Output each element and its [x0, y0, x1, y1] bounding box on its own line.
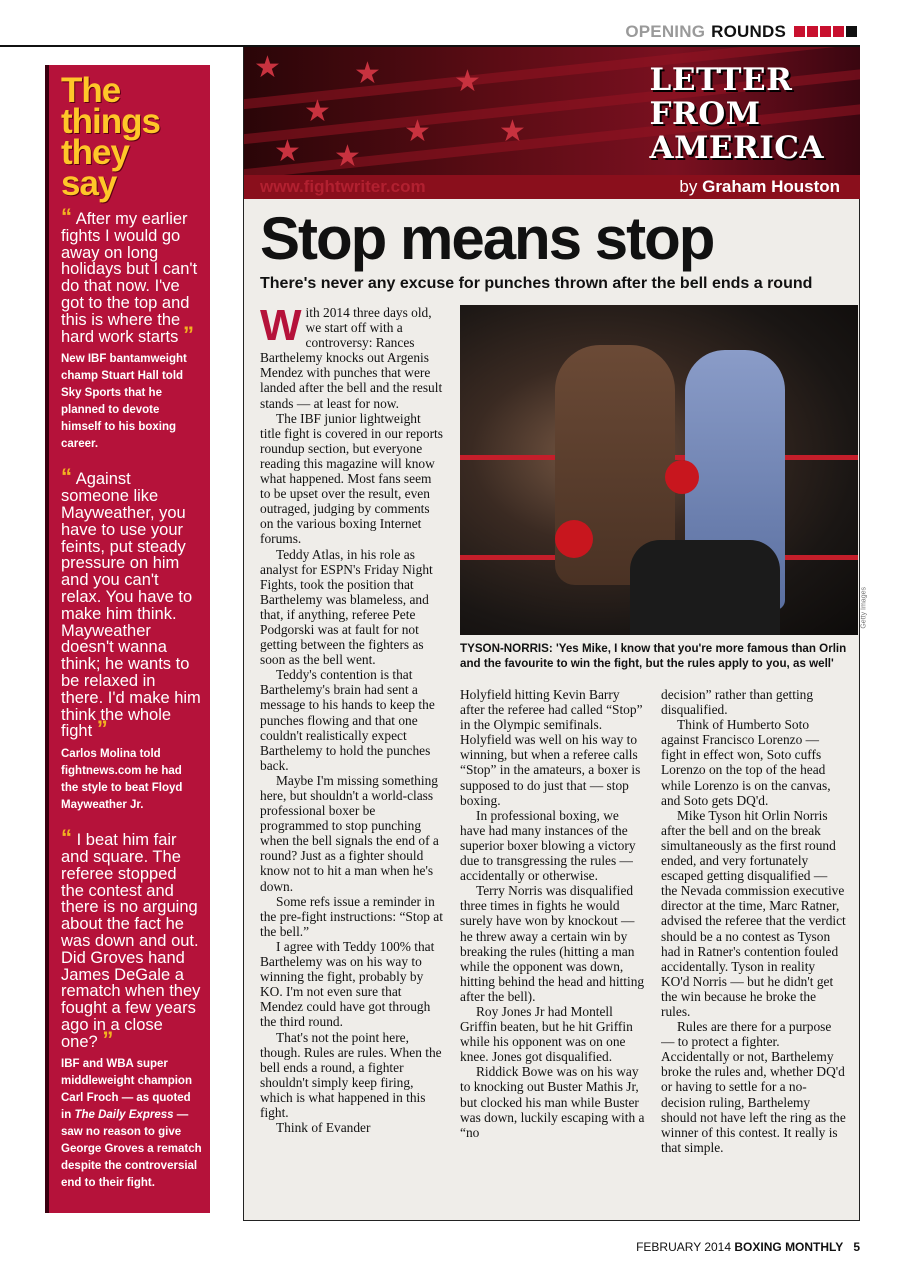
quotes-sidebar	[45, 65, 210, 1213]
section-square-icon	[820, 26, 831, 37]
section-square-icon	[846, 26, 857, 37]
running-head	[625, 22, 857, 42]
headline: Stop means stop	[260, 205, 714, 272]
star-icon: ★	[354, 57, 381, 90]
section-word-rounds: ROUNDS	[711, 22, 786, 41]
folio	[636, 1240, 860, 1254]
star-icon: ★	[404, 115, 431, 148]
star-icon: ★	[304, 95, 331, 128]
website-link[interactable]: www.fightwriter.com	[260, 177, 426, 196]
section-square-icon	[807, 26, 818, 37]
paragraph: Teddy Atlas, in his role as analyst for ESPN's Friday Night Fights, took the position that Barthelemy was blameless, and that, if anything, referee Pete Podgorski was at fault for not getting between the fighters as soon as the bell went.	[260, 546, 433, 668]
quote-1: “ After my earlier fights I would go away on long holidays but I can't do that now. I've got to the top and this is where the hard work starts ”	[61, 204, 198, 347]
boxing-glove-icon	[665, 460, 699, 494]
drop-cap: W	[260, 305, 302, 350]
close-quote-icon: ”	[102, 1026, 114, 1052]
magazine-name: BOXING MONTHLY	[734, 1240, 844, 1254]
open-quote-icon: “	[61, 204, 72, 229]
open-quote-icon: “	[61, 464, 72, 490]
star-icon: ★	[454, 65, 481, 98]
close-quote-icon: ”	[182, 321, 194, 347]
quote-2-attribution: Carlos Molina told fightnews.com he had the style to beat Floyd Mayweather Jr.	[61, 748, 183, 812]
open-quote-icon: “	[61, 825, 72, 851]
star-icon: ★	[499, 115, 526, 148]
paragraph: Riddick Bowe was on his way to knocking out Buster Mathis Jr, but clocked his man while Buster was down, luckily escaping with a “no	[460, 1064, 645, 1140]
paragraph: decision” rather than getting disqualified.	[661, 687, 814, 718]
section-square-icon	[833, 26, 844, 37]
star-icon: ★	[334, 140, 361, 173]
article	[243, 47, 868, 1221]
paragraph: In professional boxing, we have had many instances of the superior boxer blowing a victory due to transgressing the rules — accidentally or otherwise.	[460, 807, 636, 884]
quote-2: “ Against someone like Mayweather, you have to use your feints, put steady pressure on him and you can't relax. You have to make him think. Mayweather doesn't wanna think; he wants to be relaxed in there. I'd make him think the whole fight ”	[61, 464, 201, 742]
close-quote-icon: ”	[96, 716, 108, 742]
paragraph: Mike Tyson hit Orlin Norris after the bell and on the break simultaneously as the first round ended, and very fortunately escaped getting disqualified — the Nevada commission executive director at the time, Marc Ratner, advised the referee that the verdict should be a no contest as Tyson had in Ratner's contention fouled accidentally. Tyson in reality KO'd Norris — but he didn't get the win because he broke the rules.	[661, 807, 846, 1019]
article-column-3	[661, 687, 846, 1217]
paragraph: With 2014 three days old, we start off with a controversy: Rances Barthelemy knocks out Argenis Mendez with punches that were landed after the bell and the result stands — at least for now.	[260, 305, 443, 411]
star-icon: ★	[274, 135, 301, 168]
paragraph: Rules are there for a purpose — to protect a fighter. Accidentally or not, Barthelemy broke the rules and, whether DQ'd or having to settle for a no-decision ruling, Barthelemy should not have left the ring as the winner of this contest. It really is that simple.	[661, 1019, 846, 1155]
paragraph: That's not the point here, though. Rules are rules. When the bell ends a round, a fighter shouldn't simply keep firing, which is what happened in this fight.	[260, 1029, 442, 1120]
section-squares	[792, 22, 857, 42]
paragraph: Holyfield hitting Kevin Barry after the referee had called “Stop” in the Olympic semifinals. Holyfield was well on his way to winning, but when a referee calls “Stop” in the amateurs, a boxer is supposed to do just that — stop boxing.	[460, 687, 643, 808]
issue-date: FEBRUARY 2014	[636, 1240, 732, 1254]
standfirst: There's never any excuse for punches thrown after the bell ends a round	[260, 275, 813, 292]
paragraph: Maybe I'm missing something here, but shouldn't a world-class professional boxer be programmed to stop punching when the bell signals the end of a round? Just as a fighter should know not to hit a man when he's down.	[260, 772, 439, 894]
paragraph: Some refs issue a reminder in the pre-fight instructions: “Stop at the bell.”	[260, 893, 443, 939]
paragraph: Think of Humberto Soto against Francisco Lorenzo — fight in effect won, Soto cuffs Lorenzo on the top of the head while Lorenzo is on the canvas, and Soto gets DQ'd.	[661, 717, 831, 808]
cornerman-figure	[630, 540, 780, 635]
letter-from-america-title: LETTER FROM AMERICA	[649, 62, 824, 166]
section-word-opening: OPENING	[625, 22, 706, 41]
tyson-norris-photo	[460, 305, 858, 635]
section-square-icon	[794, 26, 805, 37]
star-icon: ★	[254, 51, 281, 84]
photo-credit: Getty Images	[861, 587, 868, 629]
byline: by Graham Houston	[679, 177, 840, 196]
quote-3-attribution: IBF and WBA super middleweight champion Carl Froch — as quoted in The Daily Express — saw no reason to give George Groves a rematch despite the controversial end to their fight.	[61, 1058, 202, 1190]
quote-3: “ I beat him fair and square. The referee stopped the contest and there is no arguing about the fact he was down and out. Did Groves hand James DeGale a rematch when they fought a few years ago in a close one? ”	[61, 825, 201, 1052]
byline-bar	[244, 175, 860, 199]
article-column-1	[260, 305, 444, 1215]
banner	[244, 47, 860, 199]
photo-caption: TYSON-NORRIS: 'Yes Mike, I know that you're more famous than Orlin and the favourite to win the fight, but the rules apply to you, as well'	[460, 642, 847, 670]
paragraph: The IBF junior lightweight title fight is covered in our reports roundup section, but everyone reading this magazine will know what happened. Most fans seem to be upset over the result, even outraged, judging by comments on the various boxing Internet forums.	[260, 410, 443, 547]
author-name: Graham Houston	[702, 177, 840, 196]
paragraph: Teddy's contention is that Barthelemy's brain had sent a message to his hands to keep the punches flowing and that one couldn't realistically expect Barthelemy to hold the punches back.	[260, 667, 435, 773]
sidebar-title: The things they say	[61, 71, 160, 203]
paragraph: I agree with Teddy 100% that Barthelemy was on his way to winning the fight, probably by KO. I'm not even sure that Mendez could have got through the third round.	[260, 938, 435, 1030]
quote-1-attribution: New IBF bantamweight champ Stuart Hall told Sky Sports that he planned to devote himself to his boxing career.	[61, 353, 187, 451]
page-number: 5	[853, 1240, 860, 1254]
article-column-2	[460, 687, 645, 1217]
paragraph: Terry Norris was disqualified three times in fights he would surely have won by knockout — he threw away a certain win by breaking the rules (hitting a man while the opponent was down, hitting behind the head and hitting after the bell).	[460, 883, 645, 1004]
boxing-glove-icon	[555, 520, 593, 558]
paragraph: Think of Evander	[276, 1120, 371, 1136]
paragraph: Roy Jones Jr had Montell Griffin beaten, but he hit Griffin while his opponent was on one knee. Jones got disqualified.	[460, 1003, 633, 1065]
